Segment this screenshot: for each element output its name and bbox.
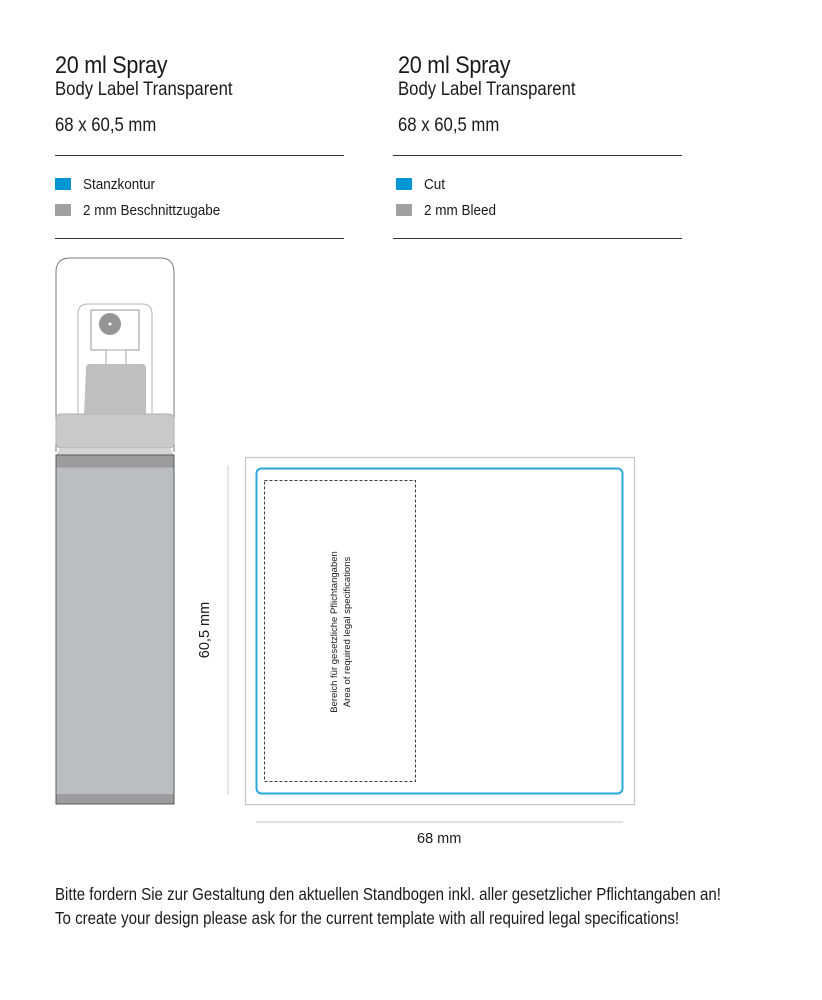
divider bbox=[393, 155, 682, 156]
spray-bottle-icon bbox=[50, 252, 180, 812]
legend-item-cut bbox=[55, 175, 163, 193]
legal-area-note-en: Area of required legal specifications bbox=[341, 556, 353, 707]
label-template-diagram bbox=[195, 440, 655, 860]
legend-label: Stanzkontur bbox=[83, 175, 156, 193]
height-dimension-label: 60,5 mm bbox=[197, 601, 214, 659]
spray-bottle-illustration bbox=[50, 252, 180, 812]
label-size: 68 x 60,5 mm bbox=[398, 115, 500, 136]
legend-label: Cut bbox=[424, 175, 446, 193]
spec-column-en bbox=[395, 52, 685, 242]
legend-item-cut bbox=[396, 175, 447, 193]
height-dimension bbox=[190, 601, 220, 659]
divider bbox=[55, 238, 344, 239]
legal-area-note-de: Bereich für gesetzliche Pflichtangaben bbox=[328, 550, 340, 713]
product-title: 20 ml Spray bbox=[55, 52, 168, 79]
legend-label: 2 mm Beschnittzugabe bbox=[83, 201, 221, 219]
cut-swatch-icon bbox=[396, 178, 412, 190]
divider bbox=[55, 155, 344, 156]
spec-column-de bbox=[55, 52, 345, 242]
footer-note-en: To create your design please ask for the current template with all required legal specifications! bbox=[55, 908, 680, 928]
footer-note-de: Bitte fordern Sie zur Gestaltung den aktuellen Standbogen inkl. aller gesetzlicher Pflichtangaben an! bbox=[55, 884, 721, 904]
legend-item-bleed bbox=[55, 201, 236, 219]
bleed-swatch-icon bbox=[396, 204, 412, 216]
product-title: 20 ml Spray bbox=[398, 52, 511, 79]
width-dimension-label: 68 mm bbox=[417, 831, 462, 847]
legend-label: 2 mm Bleed bbox=[424, 201, 497, 219]
label-size: 68 x 60,5 mm bbox=[55, 115, 157, 136]
legal-area-note bbox=[265, 481, 416, 782]
legend-item-bleed bbox=[396, 201, 504, 219]
cut-swatch-icon bbox=[55, 178, 71, 190]
legal-area-note-text bbox=[328, 551, 354, 713]
bleed-swatch-icon bbox=[55, 204, 71, 216]
divider bbox=[393, 238, 682, 239]
label-outline-graphic bbox=[195, 440, 655, 860]
product-subtitle: Body Label Transparent bbox=[398, 79, 576, 100]
product-subtitle: Body Label Transparent bbox=[55, 79, 233, 100]
footer-notes bbox=[55, 882, 815, 930]
